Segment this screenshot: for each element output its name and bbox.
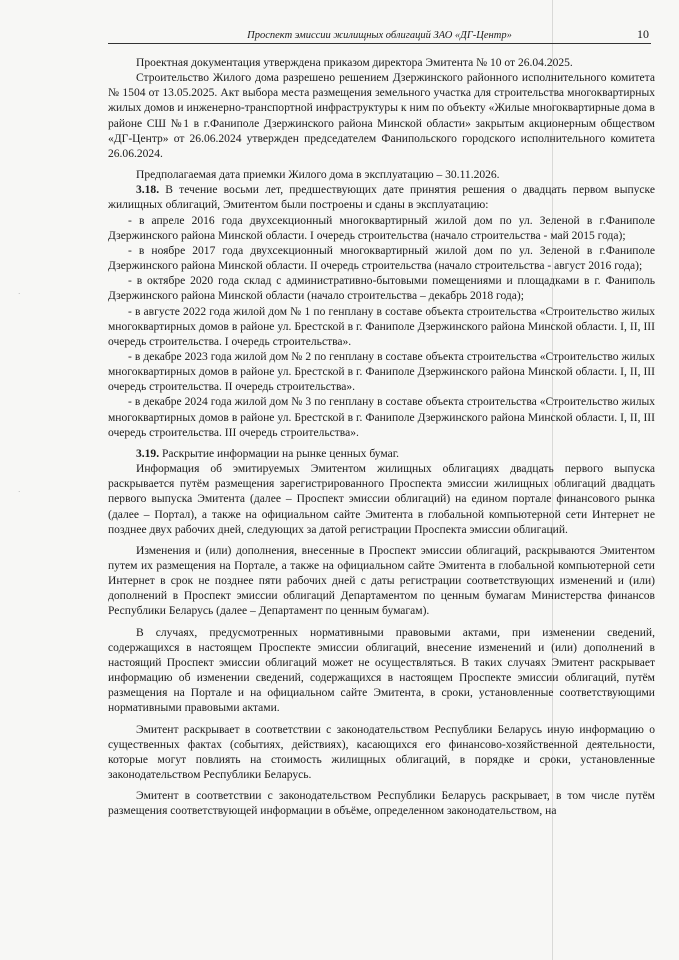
paragraph: Изменения и (или) дополнения, внесенные в Проспект эмиссии облигаций, раскрываются Эмитентом путем их размещения на Портале, а также на официальном сайте Эмитента в глобальной компьютерной сети Интернет в срок не позднее пяти рабочих дней с даты регистрации соответствующих изменений и (или) дополнений в Проспект эмиссии облигаций Департаментом по ценным бумагам Министерства финансов Республики Беларусь (далее – Департамент по ценным бумагам). — [108, 544, 655, 618]
paragraph: Эмитент раскрывает в соответствии с законодательством Республики Беларусь иную информацию о существенных фактах (событиях, действиях), касающихся его финансово-хозяйственной деятельности, которые могут повлиять на стоимость жилищных облигаций, в порядке и сроки, установленные законодательством Республики Беларусь. — [108, 723, 655, 782]
page-body — [108, 56, 655, 820]
list-item: - в апреле 2016 года двухсекционный многоквартирный жилой дом по ул. Зеленой в г.Фаниполе Дзержинского района Минской области. I очередь строительства (начало строительства - май 2015 года); — [108, 214, 655, 242]
section-number: 3.18. — [136, 184, 160, 197]
scan-mark: · — [18, 290, 21, 298]
list-item: - в августе 2022 года жилой дом № 1 по генплану в составе объекта строительства «Строительство жилых многоквартирных домов в районе ул. Брестской в г. Фаниполе Дзержинского района Минской области. I, II, III очередь строительства. I очередь строительства». — [108, 305, 655, 348]
paragraph: Проектная документация утверждена приказом директора Эмитента № 10 от 26.04.2025. — [136, 57, 573, 69]
scan-mark: · — [18, 488, 21, 496]
paragraph: Информация об эмитируемых Эмитентом жилищных облигациях двадцать первого выпуска раскрывается путём размещения зарегистрированного Проспекта эмиссии жилищных облигаций двадцать первого выпуска Эмитента (далее – Проспект эмиссии облигаций) на едином портале финансового рынка (далее – Портал), а также на официальном сайте Эмитента в глобальной компьютерной сети Интернет не позднее двух рабочих дней, следующих за датой регистрации Проспекта эмиссии облигаций. — [108, 463, 655, 536]
section-3-18-intro — [108, 183, 655, 213]
list-item: - в октябре 2020 года склад с административно-бытовыми помещениями и площадками в г. Фаниполь Дзержинского района Минской области (начало строительства – декабрь 2018 года); — [108, 275, 655, 303]
running-header: Проспект эмиссии жилищных облигаций ЗАО «ДГ-Центр» — [108, 30, 651, 44]
paragraph: В случаях, предусмотренных нормативными правовыми актами, при изменении сведений, содержащихся в настоящем Проспекте эмиссии облигаций, внесение изменений и (или) дополнений в настоящий Проспект эмиссии облигаций может не осуществляться. В таких случаях Эмитент раскрывает информацию об изменении сведений, содержащихся в настоящем Проспекте эмиссии облигаций, путём размещения на Портале и на официальном сайте Эмитента, в сроки, установленные соответствующими нормативными правовыми актами. — [108, 626, 655, 715]
paragraph: Строительство Жилого дома разрешено решением Дзержинского районного исполнительного комитета № 1504 от 13.05.2025. Акт выбора места размещения земельного участка для строительства многоквартирных жилых домов и инженерно-транспортной инфраструктуры к ним по объекту «Жилые многоквартирные дома в районе СШ №1 в г.Фаниполе Дзержинского района Минской области» закрытым акционерным обществом «ДГ-Центр» от 26.06.2024 утвержден председателем Фанипольского городского исполнительного комитета 26.06.2024. — [108, 72, 655, 160]
section-3-19-heading — [108, 447, 655, 462]
section-title: Раскрытие информации на рынке ценных бумаг. — [161, 447, 400, 460]
paragraph: Эмитент в соответствии с законодательством Республики Беларусь раскрывает, в том числе путём размещения соответствующей информации в объёме, определенном законодательством, на — [108, 790, 655, 818]
section-number: 3.19. — [136, 447, 160, 460]
list-item: - в декабре 2024 года жилой дом № 3 по генплану в составе объекта строительства «Строительство жилых многоквартирных домов в районе ул. Брестской в г. Фаниполе Дзержинского района Минской области. I, II, III очередь строительства. III очередь строительства». — [108, 396, 655, 439]
section-text: В течение восьми лет, предшествующих дате принятия решения о двадцать первом выпуске жилищных облигаций, Эмитентом были построены и сданы в эксплуатацию: — [108, 184, 655, 212]
page-number: 10 — [637, 27, 649, 41]
list-item: - в декабре 2023 года жилой дом № 2 по генплану в составе объекта строительства «Строительство жилых многоквартирных домов в районе ул. Брестской в г. Фаниполе Дзержинского района Минской области. I, II, III очередь строительства. II очередь строительства». — [108, 350, 655, 394]
list-item: - в ноябре 2017 года двухсекционный многоквартирный жилой дом по ул. Зеленой в г.Фаниполе Дзержинского района Минской области. II очередь строительства (начало строительства - август 2016 года); — [108, 244, 655, 273]
paragraph: Предполагаемая дата приемки Жилого дома в эксплуатацию – 30.11.2026. — [136, 169, 500, 182]
